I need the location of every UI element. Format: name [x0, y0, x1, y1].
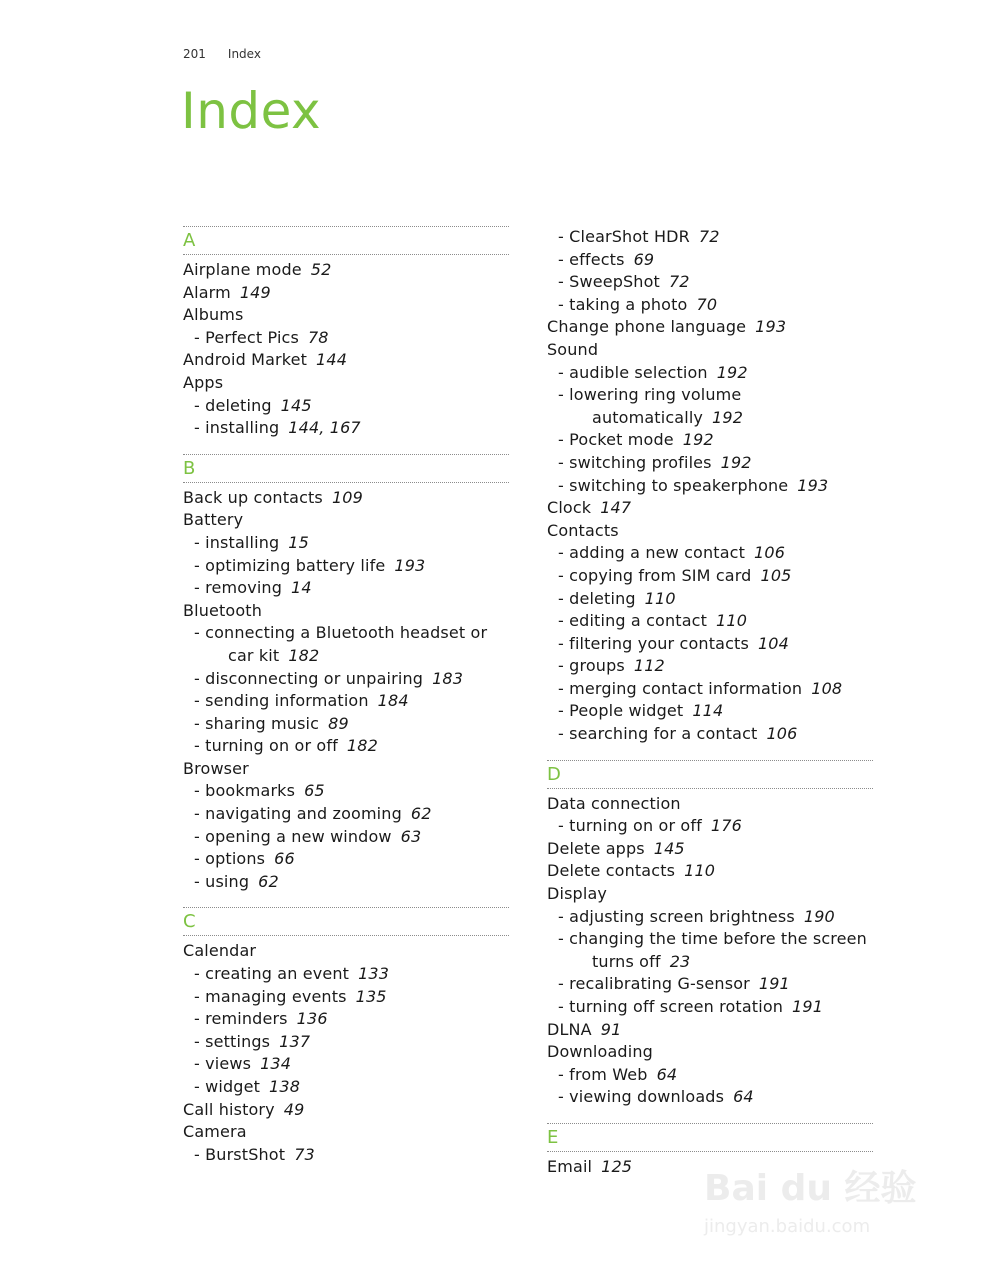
index-subentry: [547, 452, 873, 475]
entry-page-ref[interactable]: 182: [288, 645, 320, 665]
entry-term: - removing: [194, 578, 283, 598]
index-subentry: [183, 1031, 509, 1054]
entry-term: Data connection: [547, 793, 681, 813]
index-entry: [547, 520, 873, 543]
entry-term: - recalibrating G-sensor: [558, 974, 750, 994]
index-subentry: [547, 407, 873, 430]
entry-page-ref[interactable]: 63: [400, 826, 422, 846]
index-entry: [183, 259, 509, 282]
index-subentry: [547, 906, 873, 929]
entry-page-ref[interactable]: 191: [758, 974, 790, 994]
index-subentry: [183, 532, 509, 555]
index-subentry: [183, 848, 509, 871]
index-subentry: [183, 986, 509, 1009]
index-subentry: [547, 928, 873, 951]
index-subentry: [183, 577, 509, 600]
index-subentry: [183, 668, 509, 691]
entry-term: Clock: [547, 498, 592, 518]
entry-term: - widget: [194, 1077, 261, 1096]
entry-term: - effects: [558, 249, 625, 269]
running-head-section: Index: [227, 47, 261, 61]
entry-term: - installing: [194, 532, 280, 552]
index-subentry: [547, 723, 873, 746]
entry-term: - sharing music: [194, 713, 320, 733]
index-subentry: [183, 826, 509, 849]
entry-term: Apps: [183, 372, 224, 392]
entry-page-ref[interactable]: 136: [296, 1009, 328, 1029]
entry-term: - reminders: [194, 1009, 288, 1029]
entry-term: Delete contacts: [547, 861, 676, 881]
index-subentry: [547, 429, 873, 452]
entry-page-ref[interactable]: 15: [288, 532, 309, 552]
entry-page-ref[interactable]: 110: [644, 588, 676, 608]
index-entry: [183, 940, 509, 963]
index-entry: [183, 1121, 509, 1144]
entry-page-ref[interactable]: 193: [797, 475, 829, 495]
index-entry: [183, 372, 509, 395]
index-subentry: [547, 973, 873, 996]
index-entry: [183, 304, 509, 327]
index-subentry: [547, 588, 873, 611]
entry-term: Airplane mode: [183, 260, 302, 279]
index-subentry: [547, 565, 873, 588]
entry-term: - taking a photo: [558, 294, 688, 314]
entry-term: - settings: [194, 1031, 271, 1051]
index-subentry: [547, 678, 873, 701]
entry-term: - opening a new window: [194, 826, 392, 846]
entry-page-ref[interactable]: 193: [755, 317, 787, 337]
index-entry: [547, 316, 873, 339]
entry-page-ref[interactable]: 110: [684, 861, 716, 881]
entry-term: Downloading: [547, 1042, 653, 1062]
running-head: [183, 47, 261, 61]
index-subentry: [547, 655, 873, 678]
baidu-jingyan-watermark: [700, 1150, 940, 1250]
entry-page-ref[interactable]: 192: [716, 362, 748, 382]
entry-page-ref[interactable]: 182: [346, 736, 378, 756]
index-section: [183, 454, 509, 894]
index-entry: [547, 339, 873, 362]
entry-page-ref[interactable]: 14: [291, 578, 312, 598]
index-column-left: [183, 226, 509, 1166]
entry-term: - Perfect Pics: [194, 327, 299, 347]
entry-term: Back up contacts: [183, 487, 323, 507]
entry-term: Battery: [183, 510, 244, 530]
entry-page-ref[interactable]: 23: [669, 951, 691, 971]
entry-term: - BurstShot: [194, 1144, 286, 1164]
index-subentry: [547, 271, 873, 294]
index-entry: [547, 497, 873, 520]
entry-term: - turning off screen rotation: [558, 997, 784, 1016]
index-entry: [183, 600, 509, 623]
entry-term: - using: [194, 871, 250, 891]
entry-term: - groups: [558, 656, 625, 676]
index-subentry: [547, 610, 873, 633]
entry-page-ref[interactable]: 109: [331, 487, 363, 507]
index-subentry: [183, 622, 509, 645]
watermark-url: jingyan.baidu.com: [704, 1216, 871, 1237]
entry-page-ref[interactable]: 137: [279, 1031, 311, 1051]
entry-term: - changing the time before the screen: [558, 929, 867, 949]
entry-term: Browser: [183, 758, 249, 778]
entry-page-ref[interactable]: 149: [239, 282, 271, 302]
entry-term: - installing: [194, 418, 280, 438]
entry-page-ref[interactable]: 190: [803, 906, 835, 926]
entry-page-ref[interactable]: 108: [811, 678, 843, 698]
entry-page-ref[interactable]: 72: [698, 227, 720, 246]
section-letter: C: [183, 908, 509, 936]
index-subentry: [183, 1008, 509, 1031]
entry-term: - options: [194, 849, 266, 869]
section-letter: D: [547, 761, 873, 789]
entry-term: Albums: [183, 305, 244, 325]
index-entry: [547, 1041, 873, 1064]
entry-page-ref[interactable]: 176: [710, 816, 742, 836]
index-entry: [183, 758, 509, 781]
index-subentry: [547, 475, 873, 498]
entry-term: Contacts: [547, 520, 619, 540]
entry-page-ref[interactable]: 65: [304, 781, 325, 801]
entry-page-ref[interactable]: 72: [668, 272, 690, 292]
entry-term: Alarm: [183, 282, 231, 302]
entry-term: - managing events: [194, 986, 347, 1006]
entry-page-ref[interactable]: 184: [377, 691, 409, 711]
entry-term: - audible selection: [558, 362, 708, 382]
index-subentry: [547, 1064, 873, 1087]
entry-page-ref[interactable]: 135: [355, 986, 387, 1006]
index-subentry: [183, 803, 509, 826]
index-subentry: [547, 384, 873, 407]
index-subentry: [183, 417, 509, 440]
index-section: [183, 226, 509, 440]
entry-term: Calendar: [183, 941, 257, 961]
entry-term: turns off: [592, 951, 661, 971]
index-subentry: [547, 294, 873, 317]
entry-term: Call history: [183, 1099, 275, 1119]
index-subentry: [547, 542, 873, 565]
index-column-right: [547, 226, 873, 1179]
section-letter: A: [183, 227, 509, 255]
index-subentry: [183, 1144, 509, 1167]
entry-term: Sound: [547, 339, 599, 359]
entry-page-ref[interactable]: 110: [716, 611, 748, 631]
entry-page-ref[interactable]: 89: [328, 713, 349, 733]
index-subentry: [547, 633, 873, 656]
entry-term: - ClearShot HDR: [558, 227, 690, 246]
index-entry: [183, 487, 509, 510]
entry-page-ref[interactable]: 62: [410, 804, 432, 824]
entry-page-ref[interactable]: 78: [307, 327, 329, 347]
index-section: [183, 907, 509, 1166]
entry-page-ref[interactable]: 134: [260, 1054, 292, 1074]
entry-term: - filtering your contacts: [558, 633, 749, 653]
index-subentry: [547, 815, 873, 838]
entry-page-ref[interactable]: 104: [757, 633, 789, 653]
index-entry: [183, 282, 509, 305]
entry-page-ref[interactable]: 106: [766, 724, 798, 744]
entry-term: - bookmarks: [194, 781, 296, 801]
entry-term: - lowering ring volume: [558, 385, 742, 405]
index-entry: [547, 1019, 873, 1042]
entry-term: - turning on or off: [194, 736, 338, 756]
entry-term: - creating an event: [194, 964, 350, 984]
index-entry: [547, 793, 873, 816]
entry-term: - viewing downloads: [558, 1087, 725, 1107]
index-subentry: [183, 1076, 509, 1099]
entry-page-ref[interactable]: 192: [720, 452, 752, 472]
entry-term: - views: [194, 1054, 252, 1074]
entry-term: car kit: [228, 645, 280, 665]
entry-term: - Pocket mode: [558, 430, 674, 450]
entry-page-ref[interactable]: 70: [696, 294, 718, 314]
index-subentry: [547, 249, 873, 272]
entry-term: - disconnecting or unpairing: [194, 668, 424, 688]
index-subentry: [183, 327, 509, 350]
index-subentry: [183, 555, 509, 578]
page-number: 201: [183, 47, 206, 61]
entry-term: DLNA: [547, 1019, 592, 1039]
index-subentry: [183, 780, 509, 803]
entry-page-ref[interactable]: 192: [682, 430, 714, 450]
index-subentry: [183, 713, 509, 736]
entry-term: - optimizing battery life: [194, 555, 386, 575]
index-subentry: [547, 362, 873, 385]
index-subentry: [183, 963, 509, 986]
entry-page-ref[interactable]: 62: [258, 871, 279, 891]
entry-term: automatically: [592, 407, 704, 427]
entry-term: - sending information: [194, 691, 369, 711]
entry-page-ref[interactable]: 91: [600, 1019, 622, 1039]
entry-term: - searching for a contact: [558, 724, 758, 744]
index-subentry: [183, 871, 509, 894]
entry-term: Delete apps: [547, 838, 645, 858]
entry-page-ref[interactable]: 147: [600, 498, 632, 518]
index-subentry: [547, 951, 873, 974]
entry-page-ref[interactable]: 138: [269, 1077, 301, 1096]
index-subentry: [183, 1053, 509, 1076]
index-entry: [183, 1099, 509, 1122]
entry-page-ref[interactable]: 183: [432, 668, 464, 688]
entry-page-ref[interactable]: 145: [653, 838, 685, 858]
entry-term: Bluetooth: [183, 600, 263, 620]
entry-page-ref[interactable]: 73: [294, 1144, 315, 1164]
index-entry: [547, 883, 873, 906]
entry-term: - deleting: [558, 588, 636, 608]
entry-page-ref[interactable]: 106: [754, 543, 786, 563]
entry-term: - adjusting screen brightness: [558, 906, 795, 926]
entry-page-ref[interactable]: 144: [316, 350, 348, 370]
entry-term: - SweepShot: [558, 272, 660, 292]
entry-page-ref[interactable]: 64: [733, 1087, 754, 1107]
index-entry: [183, 509, 509, 532]
section-letter: E: [547, 1124, 873, 1152]
entry-term: - navigating and zooming: [194, 804, 402, 824]
entry-page-ref[interactable]: 49: [283, 1099, 305, 1119]
index-subentry: [183, 690, 509, 713]
entry-page-ref[interactable]: 193: [394, 555, 426, 575]
entry-term: - switching profiles: [558, 452, 712, 472]
entry-page-ref[interactable]: 105: [760, 565, 792, 585]
section-letter: B: [183, 455, 509, 483]
index-subentry: [547, 226, 873, 249]
entry-page-ref[interactable]: 112: [633, 656, 665, 676]
entry-term: - deleting: [194, 395, 272, 415]
entry-page-ref[interactable]: 66: [274, 849, 295, 869]
entry-page-ref[interactable]: 144, 167: [288, 418, 361, 438]
index-subentry: [547, 700, 873, 723]
index-entry: [183, 349, 509, 372]
entry-term: - from Web: [558, 1064, 648, 1084]
entry-page-ref[interactable]: 192: [712, 407, 744, 427]
index-subentry: [183, 395, 509, 418]
entry-term: Display: [547, 884, 608, 904]
index-subentry: [547, 996, 873, 1019]
entry-page-ref[interactable]: 191: [792, 997, 824, 1016]
entry-term: - copying from SIM card: [558, 565, 752, 585]
index-subentry: [183, 645, 509, 668]
entry-term: Email: [547, 1156, 593, 1176]
page-title: Index: [181, 82, 322, 140]
entry-page-ref[interactable]: 114: [692, 701, 724, 721]
index-entry: [547, 838, 873, 861]
index-subentry: [547, 1086, 873, 1109]
entry-term: - adding a new contact: [558, 543, 746, 563]
entry-term: - switching to speakerphone: [558, 475, 789, 495]
entry-term: - People widget: [558, 701, 684, 721]
entry-term: - connecting a Bluetooth headset or: [194, 623, 488, 643]
entry-term: - editing a contact: [558, 611, 708, 631]
index-section: [547, 760, 873, 1109]
entry-page-ref[interactable]: 145: [280, 395, 312, 415]
entry-term: - turning on or off: [558, 816, 702, 836]
entry-term: Camera: [183, 1122, 247, 1142]
entry-page-ref[interactable]: 64: [656, 1064, 678, 1084]
entry-page-ref[interactable]: 133: [358, 964, 390, 984]
index-entry: [547, 860, 873, 883]
index-subentry: [183, 735, 509, 758]
entry-page-ref[interactable]: 69: [633, 249, 655, 269]
entry-term: Change phone language: [547, 317, 747, 337]
entry-term: Android Market: [183, 350, 308, 370]
entry-page-ref[interactable]: 125: [601, 1156, 633, 1176]
entry-term: - merging contact information: [558, 678, 803, 698]
watermark-brand: Bai du 经验: [704, 1168, 917, 1209]
entry-page-ref[interactable]: 52: [310, 260, 332, 279]
